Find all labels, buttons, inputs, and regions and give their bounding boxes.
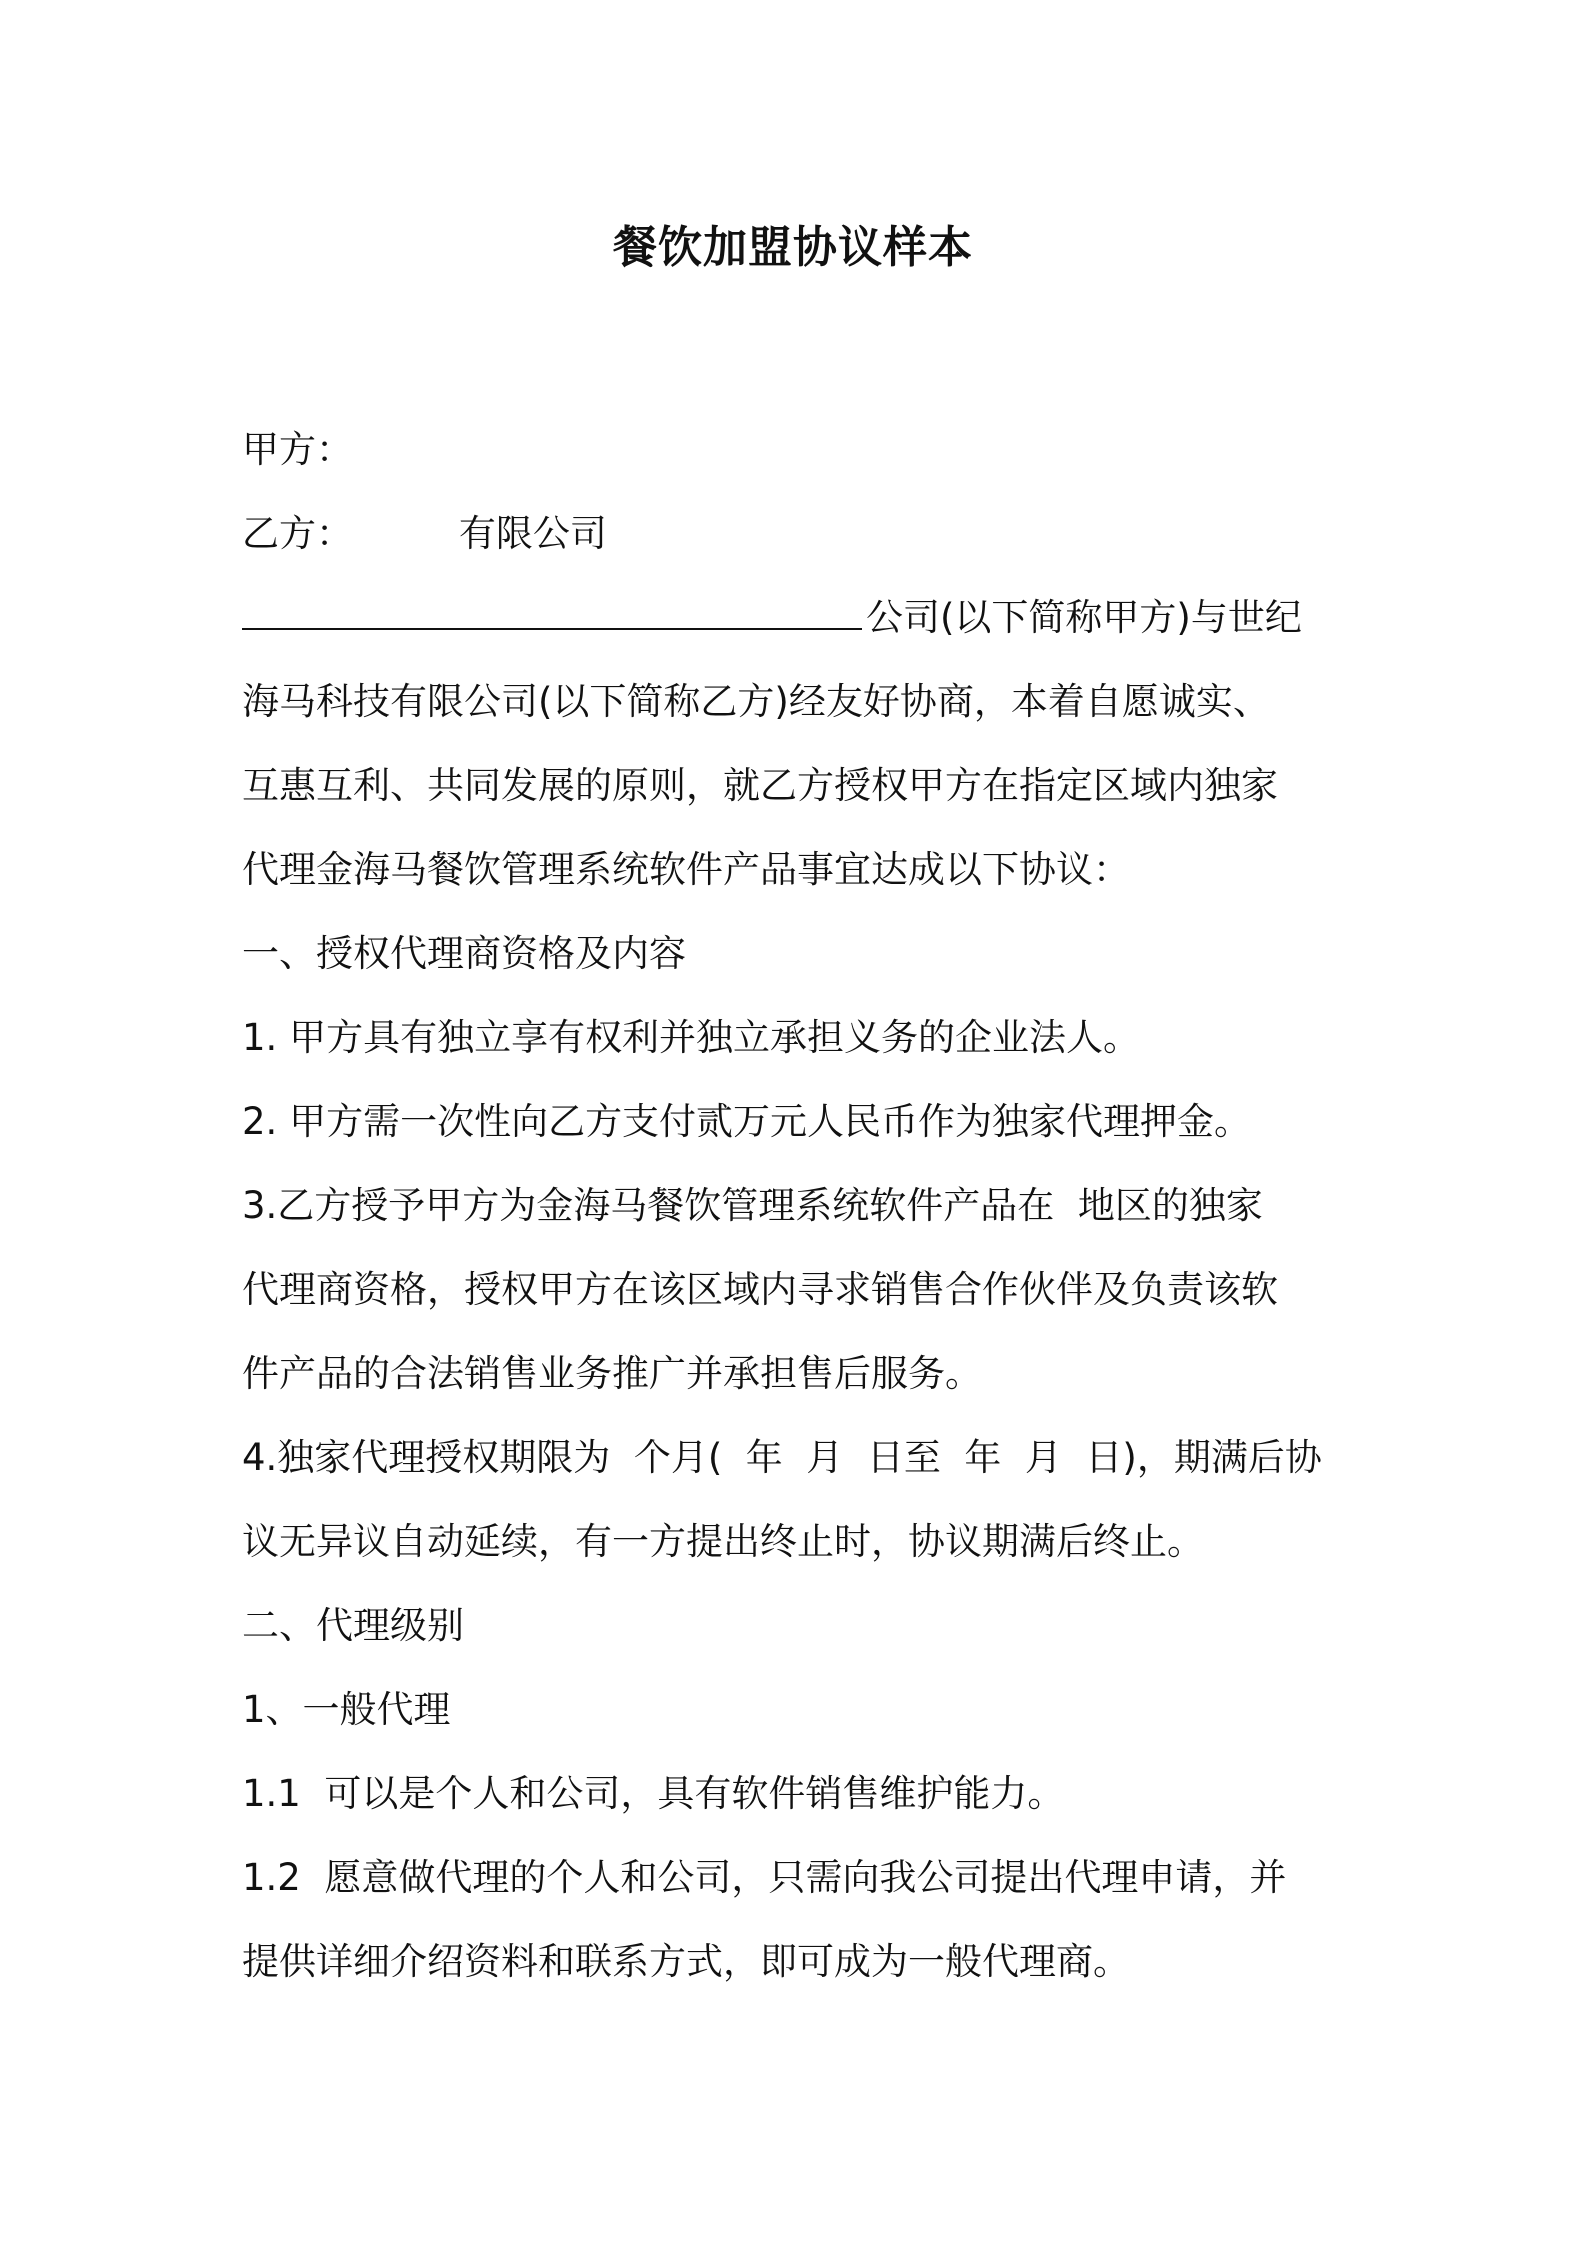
clause-1-1: 1.1 可以是个人和公司，具有软件销售维护能力。 bbox=[242, 1772, 1065, 1815]
company-name-blank bbox=[242, 594, 862, 630]
intro-text-1: 公司(以下简称甲方)与世纪 bbox=[866, 596, 1302, 639]
section-1-heading: 一、授权代理商资格及内容 bbox=[242, 932, 686, 975]
clause-2: 2. 甲方需一次性向乙方支付贰万元人民币作为独家代理押金。 bbox=[242, 1100, 1252, 1143]
clause-3-line-3: 件产品的合法销售业务推广并承担售后服务。 bbox=[242, 1352, 982, 1395]
clause-1: 1. 甲方具有独立享有权利并独立承担义务的企业法人。 bbox=[242, 1016, 1141, 1059]
section-2-heading: 二、代理级别 bbox=[242, 1604, 464, 1647]
intro-line-1 bbox=[242, 576, 1357, 660]
subsection-1-heading: 1、一般代理 bbox=[242, 1688, 451, 1731]
clause-4-line-2: 议无异议自动延续，有一方提出终止时，协议期满后终止。 bbox=[242, 1520, 1204, 1563]
party-b-line: 乙方： 有限公司 bbox=[242, 512, 607, 555]
clause-3-line-1: 3.乙方授予甲方为金海马餐饮管理系统软件产品在 地区的独家 bbox=[242, 1184, 1263, 1227]
intro-line-3: 互惠互利、共同发展的原则，就乙方授权甲方在指定区域内独家 bbox=[242, 764, 1278, 807]
intro-line-2: 海马科技有限公司(以下简称乙方)经友好协商，本着自愿诚实、 bbox=[242, 680, 1270, 723]
intro-line-4: 代理金海马餐饮管理系统软件产品事宜达成以下协议： bbox=[242, 848, 1130, 891]
clause-4-line-1: 4.独家代理授权期限为 个月( 年 月 日至 年 月 日)，期满后协 bbox=[242, 1436, 1322, 1479]
document-body bbox=[242, 408, 1357, 2004]
document-title: 餐饮加盟协议样本 bbox=[613, 222, 973, 273]
party-a-line: 甲方： bbox=[242, 428, 353, 471]
clause-3-line-2: 代理商资格，授权甲方在该区域内寻求销售合作伙伴及负责该软 bbox=[242, 1268, 1278, 1311]
clause-1-2-line-1: 1.2 愿意做代理的个人和公司，只需向我公司提出代理申请，并 bbox=[242, 1856, 1287, 1899]
clause-1-2-line-2: 提供详细介绍资料和联系方式，即可成为一般代理商。 bbox=[242, 1940, 1130, 1983]
